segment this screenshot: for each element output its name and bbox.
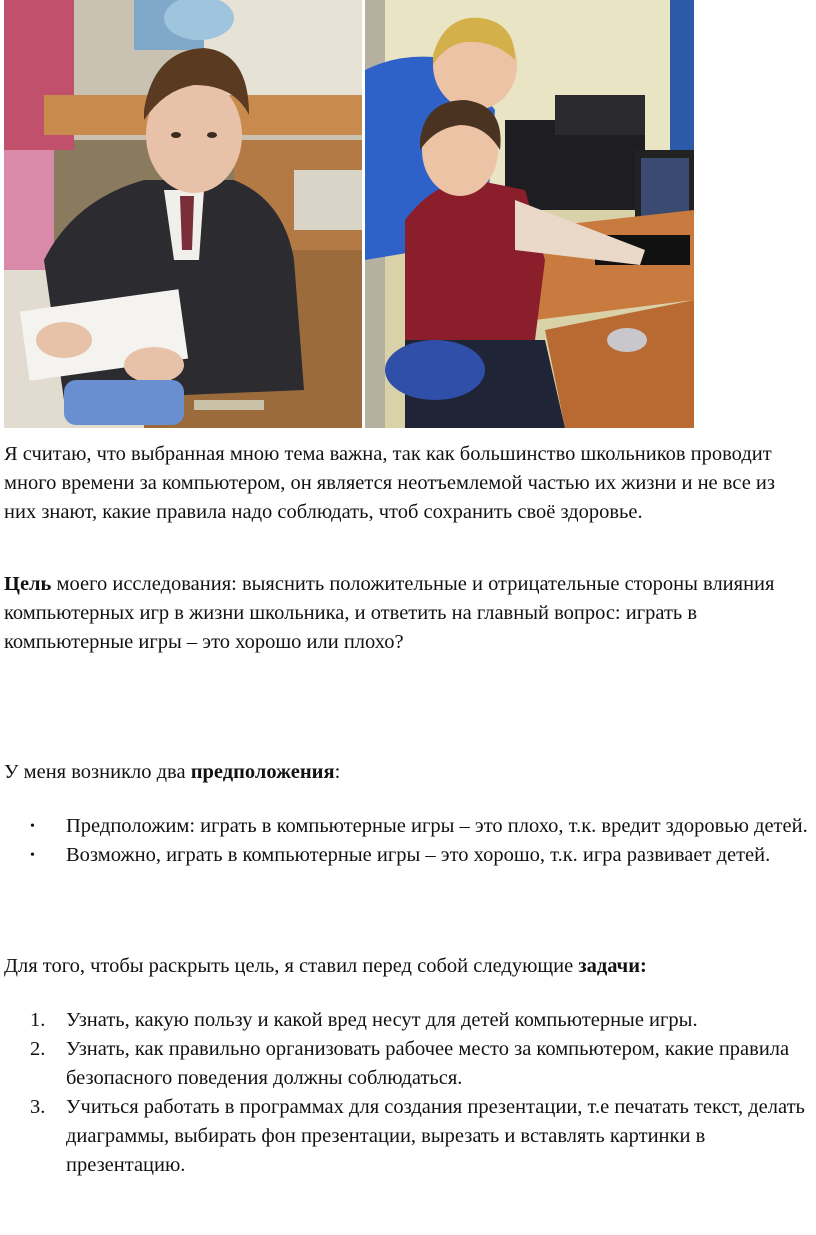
list-item-text: Узнать, как правильно организовать рабочее место за компьютером, какие правила безопасного поведения должны соблюдаться. xyxy=(66,1038,790,1089)
tasks-intro xyxy=(4,952,812,981)
hypotheses-label: предположения xyxy=(190,761,335,783)
hypotheses-colon: : xyxy=(334,761,341,783)
photo-row xyxy=(0,0,816,430)
hypotheses-list xyxy=(0,812,812,870)
list-item-text: Узнать, какую пользу и какой вред несут для детей компьютерные игры. xyxy=(66,1009,698,1031)
list-item-text: Учиться работать в программах для создания презентации, т.е печатать текст, делать диаграммы, выбирать фон презентации, вырезать и вставлять картинки в презентацию. xyxy=(66,1096,805,1176)
tasks-intro-text: Для того, чтобы раскрыть цель, я ставил перед собой следующие xyxy=(4,955,579,977)
hypotheses-intro xyxy=(4,758,812,787)
tasks-label: задачи: xyxy=(578,955,647,977)
list-item xyxy=(0,1035,812,1093)
list-item xyxy=(0,841,812,870)
list-item xyxy=(0,1093,812,1180)
list-number: 1. xyxy=(30,1009,46,1031)
bullet-icon: • xyxy=(30,848,35,863)
intro-paragraph: Я считаю, что выбранная мною тема важна, так как большинство школьников проводит много времени за компьютером, он является неотъемлемой частью их жизни и не все из них знают, какие правила надо соблюдать, чтоб сохранить своё здоровье. xyxy=(4,443,775,523)
list-item-text: Предположим: играть в компьютерные игры – это плохо, т.к. вредит здоровью детей. xyxy=(66,815,808,837)
tasks-list xyxy=(0,1006,812,1180)
list-number: 2. xyxy=(30,1038,46,1060)
list-item xyxy=(0,812,812,841)
goal-text: моего исследования: выяснить положительные и отрицательные стороны влияния компьютерных игр в жизни школьника, и ответить на главный вопрос: играть в компьютерные игры – это хорошо или плохо? xyxy=(4,573,775,653)
bullet-icon: • xyxy=(30,819,35,834)
photo-boy-at-computer xyxy=(365,0,694,428)
goal-label: Цель xyxy=(4,573,52,595)
photo-boy-at-desk xyxy=(4,0,362,428)
list-item xyxy=(0,1006,812,1035)
hypotheses-intro-text: У меня возникло два xyxy=(4,761,191,783)
goal-paragraph xyxy=(4,570,812,657)
list-item-text: Возможно, играть в компьютерные игры – это хорошо, т.к. игра развивает детей. xyxy=(66,844,771,866)
list-number: 3. xyxy=(30,1096,46,1118)
